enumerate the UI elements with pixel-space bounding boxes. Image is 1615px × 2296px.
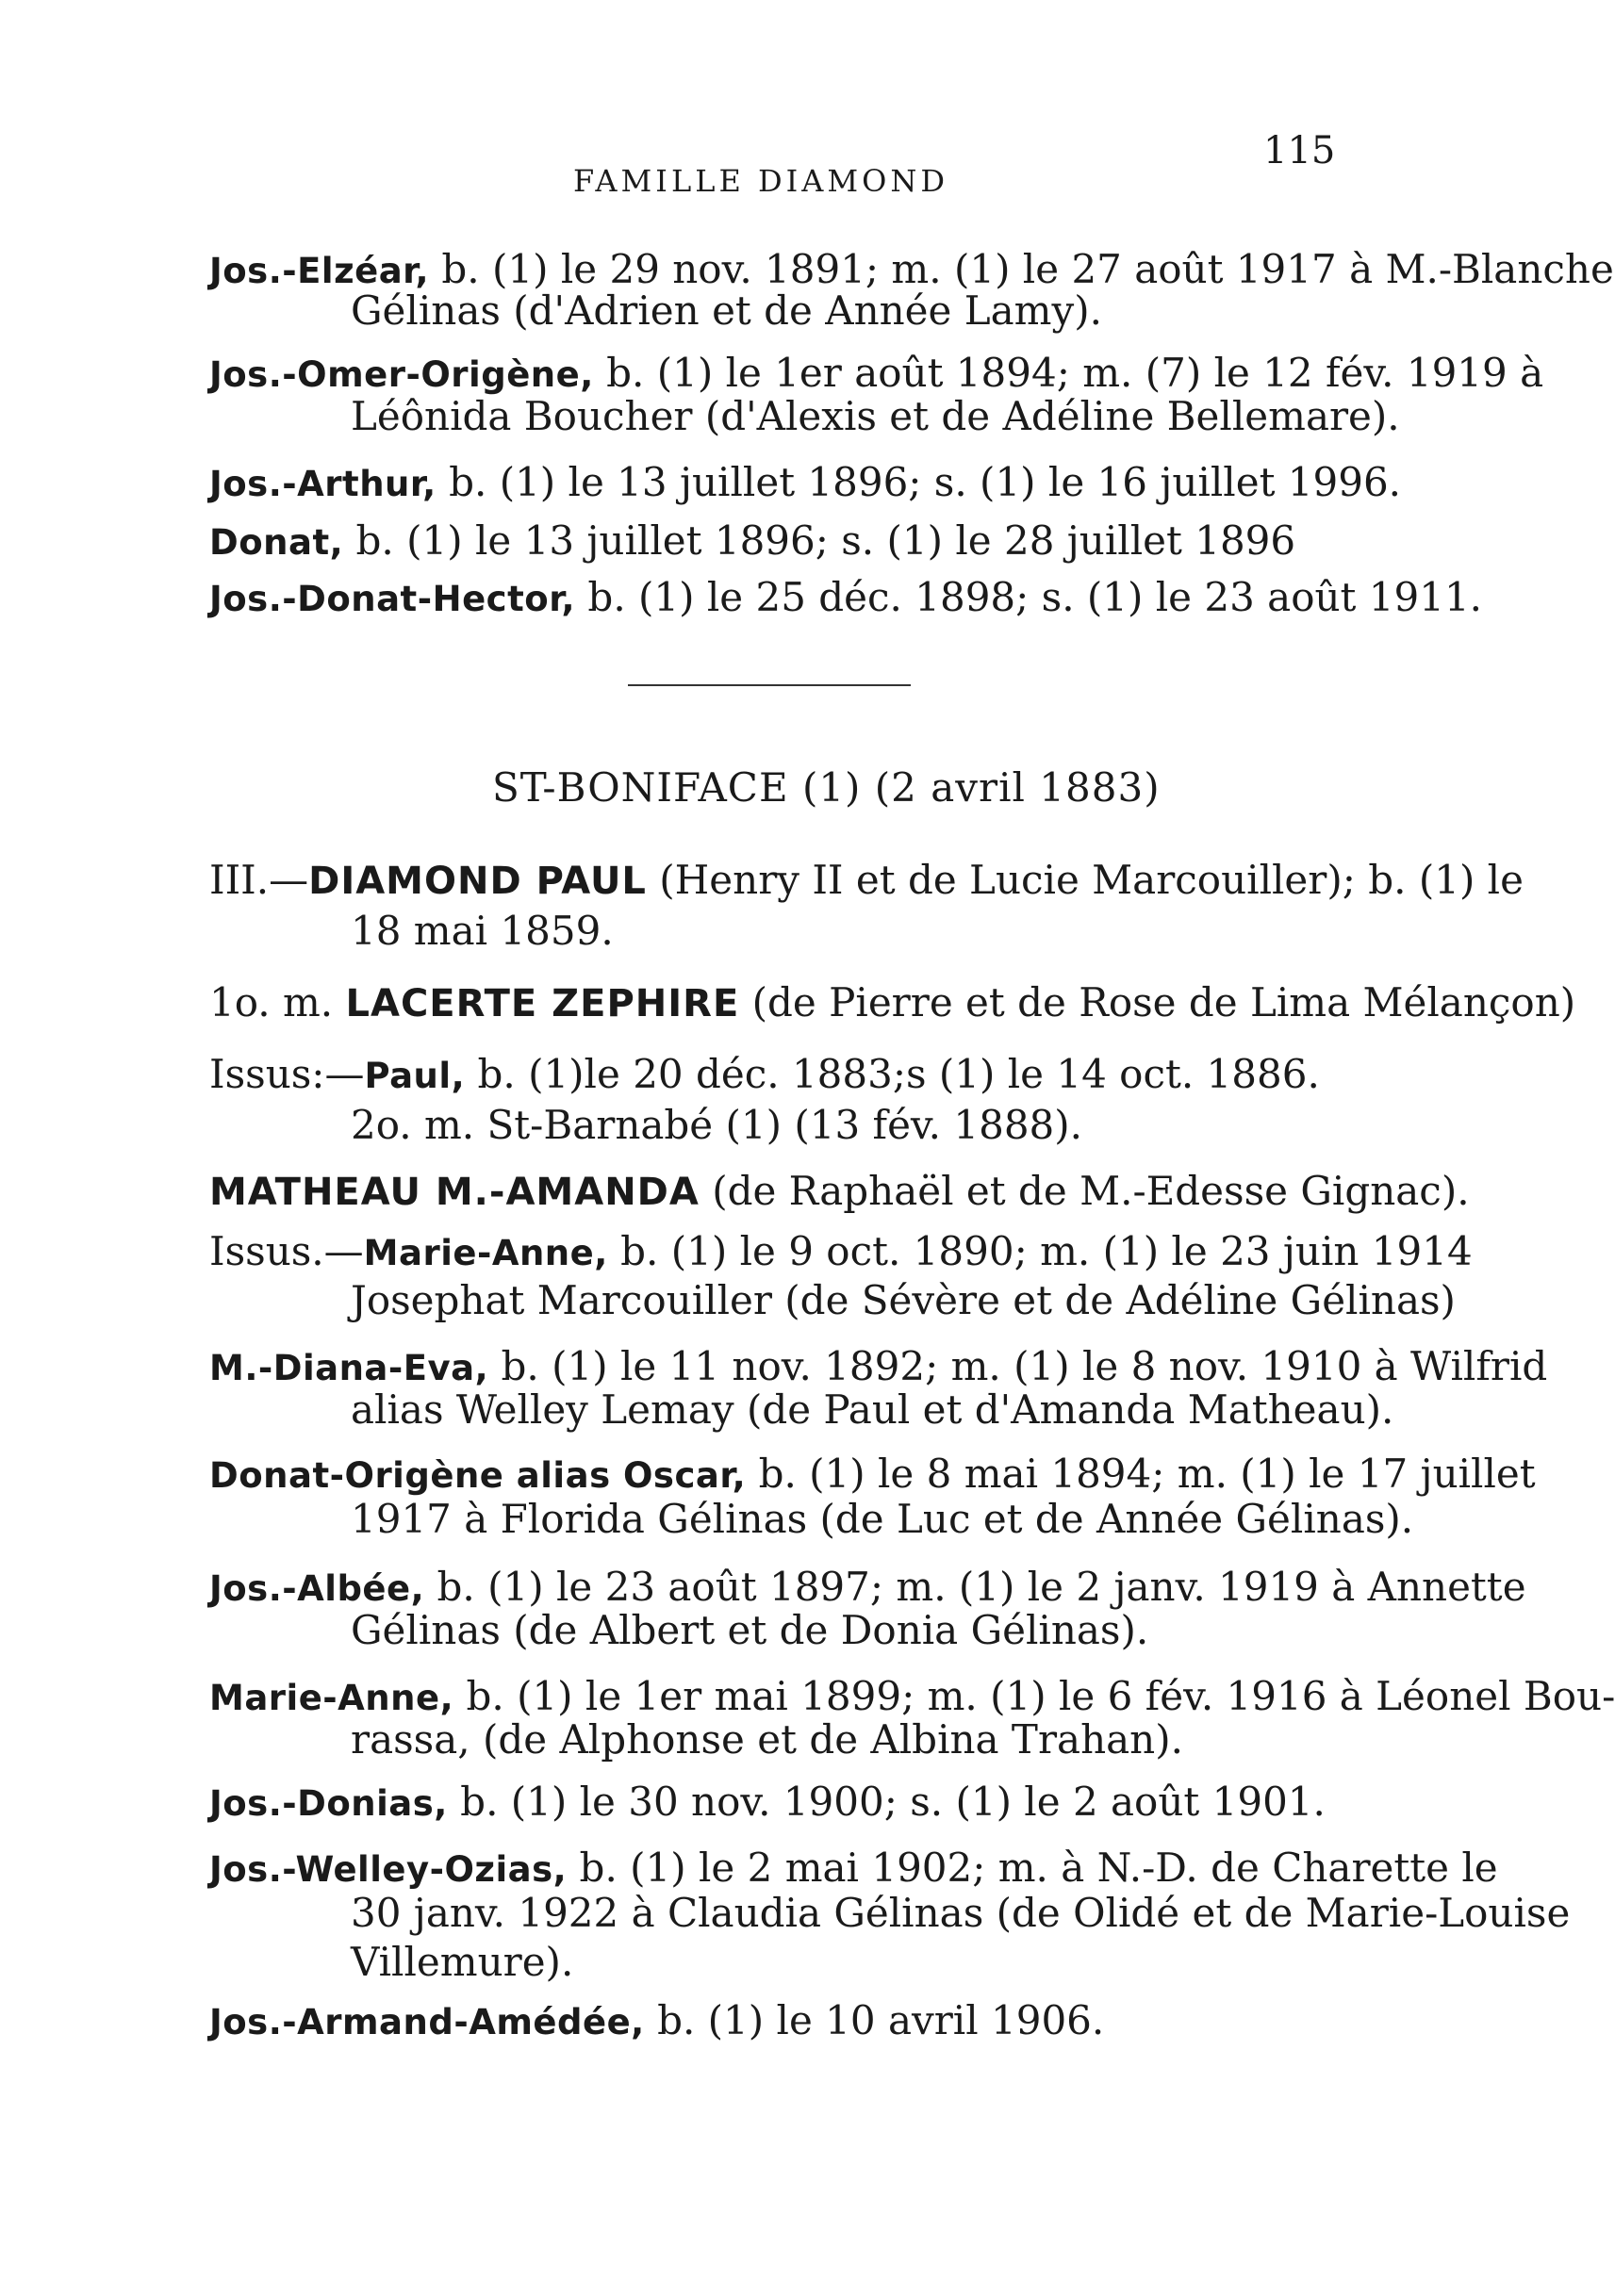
person-paul <box>209 858 1524 904</box>
entry-line <box>209 1845 1498 1893</box>
entry-line <box>209 518 1295 566</box>
entry-name: Donat-Origène alias Oscar, <box>209 1455 747 1496</box>
entry-name: Jos.-Donias, <box>209 1783 448 1824</box>
entry-line <box>209 1674 1615 1721</box>
issue-prefix: Issus.— <box>209 1228 364 1274</box>
entry-name: Marie-Anne, <box>209 1678 454 1718</box>
entry-name: Jos.-Arthur, <box>209 464 437 504</box>
entry-line <box>209 1052 1320 1099</box>
entry-continuation: 30 janv. 1922 à Claudia Gélinas (de Olidé et de Marie-Louise <box>351 1890 1571 1936</box>
entry-line <box>209 1229 1473 1276</box>
entry-name: Jos.-Welley-Ozias, <box>209 1849 568 1890</box>
person-name: DIAMOND PAUL <box>308 860 647 903</box>
spouse-name: LACERTE ZEPHIRE <box>345 982 740 1025</box>
entry-line <box>209 575 1482 622</box>
entry-continuation: Gélinas (de Albert et de Donia Gélinas). <box>351 1607 1149 1653</box>
spouse-text: (de Raphaël et de M.-Edesse Gignac). <box>699 1168 1470 1214</box>
entry-line <box>209 351 1543 398</box>
entry-line <box>209 1565 1526 1612</box>
entry-name: Jos.-Armand-Amédée, <box>209 2002 645 2042</box>
entry-text: b. (1) le 1er mai 1899; m. (1) le 6 fév. 1916 à Léonel Bou- <box>453 1673 1615 1719</box>
spouse-second <box>209 1169 1470 1215</box>
entry-name: M.-Diana-Eva, <box>209 1348 489 1388</box>
entry-text: b. (1)le 20 déc. 1883;s (1) le 14 oct. 1886. <box>465 1051 1320 1097</box>
entry-continuation: Léônida Boucher (d'Alexis et de Adéline Bellemare). <box>351 393 1400 439</box>
entry-name: Jos.-Elzéar, <box>209 251 430 291</box>
spouse-name: MATHEAU M.-AMANDA <box>209 1171 700 1214</box>
entry-line <box>209 1779 1326 1827</box>
entry-continuation: alias Welley Lemay (de Paul et d'Amanda Matheau). <box>351 1386 1394 1433</box>
person-text: (Henry II et de Lucie Marcouiller); b. (1) le <box>646 857 1524 903</box>
page-number: 115 <box>1263 129 1336 172</box>
section-separator <box>628 684 911 686</box>
entry-text: b. (1) le 9 oct. 1890; m. (1) le 23 juin 1914 <box>607 1228 1473 1274</box>
entry-text: b. (1) le 10 avril 1906. <box>644 1997 1105 2043</box>
spouse-text: (de Pierre et de Rose de Lima Mélançon) <box>739 979 1576 1025</box>
entry-text: b. (1) le 11 nov. 1892; m. (1) le 8 nov. 1910 à Wilfrid <box>488 1343 1548 1389</box>
entry-continuation: Villemure). <box>351 1939 574 1985</box>
entry-name: Donat, <box>209 522 344 563</box>
entry-text: b. (1) le 30 nov. 1900; s. (1) le 2 août 1901. <box>447 1779 1326 1825</box>
entry-line <box>209 460 1401 507</box>
marriage-first <box>209 980 1575 1026</box>
entry-name: Marie-Anne, <box>363 1233 608 1273</box>
entry-text: b. (1) le 29 nov. 1891; m. (1) le 27 août 1917 à M.-Blanche <box>429 246 1614 292</box>
entry-continuation: Josephat Marcouiller (de Sévère et de Adéline Gélinas) <box>351 1277 1456 1323</box>
marriage-second: 2o. m. St-Barnabé (1) (13 fév. 1888). <box>351 1102 1082 1148</box>
entry-text: b. (1) le 2 mai 1902; m. à N.-D. de Charette le <box>567 1845 1498 1891</box>
running-title: FAMILLE DIAMOND <box>573 163 949 199</box>
section-title: ST-BONIFACE (1) (2 avril 1883) <box>492 764 1161 811</box>
entry-line <box>209 1451 1536 1499</box>
entry-line <box>209 1344 1547 1391</box>
entry-name: Jos.-Albée, <box>209 1568 425 1609</box>
entry-text: b. (1) le 23 août 1897; m. (1) le 2 janv. 1919 à Annette <box>424 1564 1526 1610</box>
generation-prefix: III.— <box>209 857 309 903</box>
entry-text: b. (1) le 1er août 1894; m. (7) le 12 fév. 1919 à <box>593 350 1544 396</box>
entry-continuation: 1917 à Florida Gélinas (de Luc et de Année Gélinas). <box>351 1496 1414 1542</box>
entry-continuation: Gélinas (d'Adrien et de Année Lamy). <box>351 287 1102 334</box>
entry-continuation: 18 mai 1859. <box>351 908 614 954</box>
entry-line <box>209 1998 1104 2045</box>
entry-name: Jos.-Donat-Hector, <box>209 579 576 619</box>
marriage-prefix: 1o. m. <box>209 979 346 1025</box>
issue-prefix: Issus:— <box>209 1051 365 1097</box>
entry-text: b. (1) le 13 juillet 1896; s. (1) le 28 juillet 1896 <box>343 517 1296 564</box>
entry-name: Jos.-Omer-Origène, <box>209 354 594 395</box>
entry-text: b. (1) le 8 mai 1894; m. (1) le 17 juillet <box>746 1451 1536 1497</box>
entry-text: b. (1) le 25 déc. 1898; s. (1) le 23 août 1911. <box>575 574 1483 620</box>
entry-text: b. (1) le 13 juillet 1896; s. (1) le 16 juillet 1996. <box>436 459 1402 505</box>
entry-continuation: rassa, (de Alphonse et de Albina Trahan). <box>351 1716 1183 1763</box>
entry-name: Paul, <box>364 1056 466 1096</box>
